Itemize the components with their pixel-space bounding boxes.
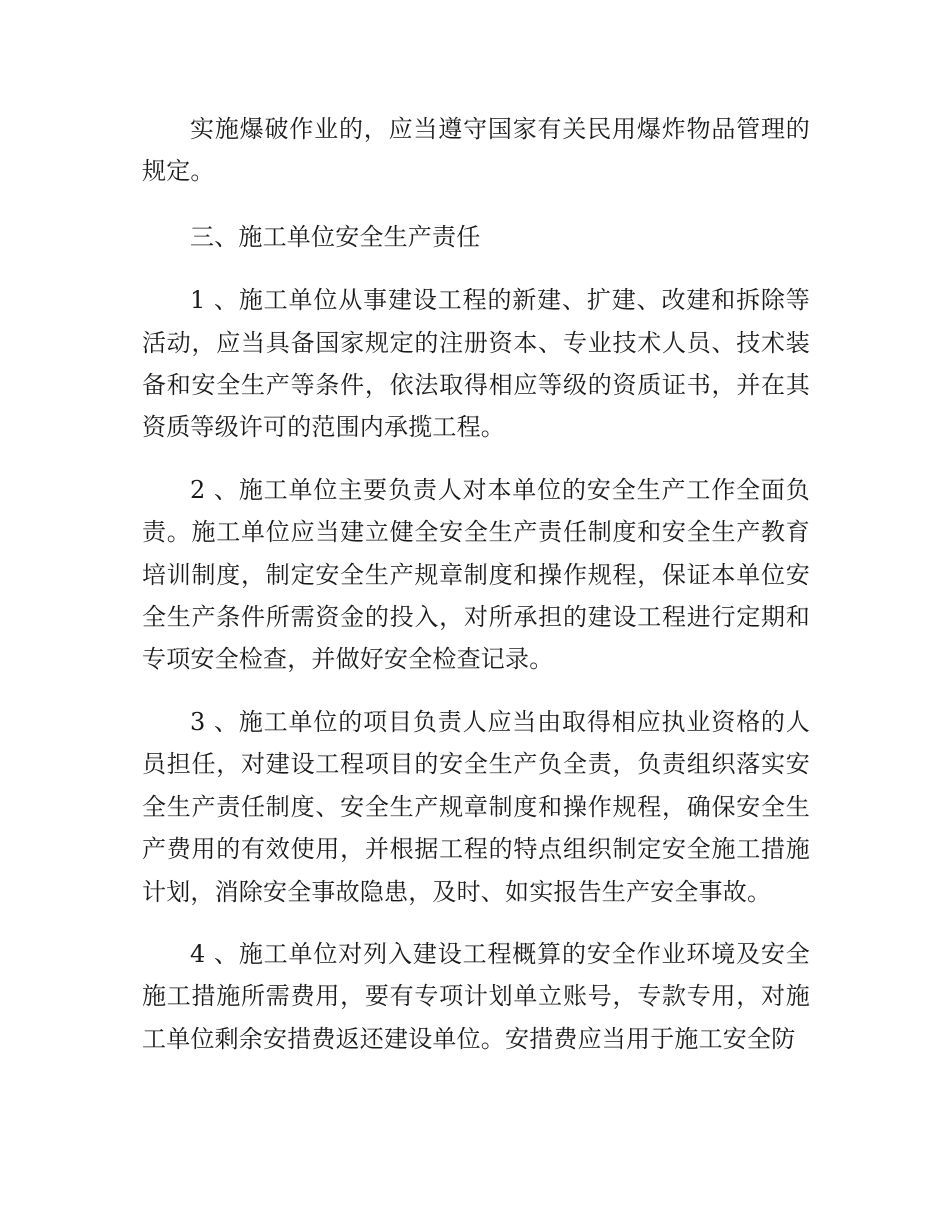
- paragraph-item-4: 4 、施工单位对列入建设工程概算的安全作业环境及安全施工措施所需费用，要有专项计划单立账号，专款专用，对施工单位剩余安措费返还建设单位。安措费应当用于施工安全防: [142, 939, 810, 1053]
- document-page: [142, 108, 810, 1060]
- paragraph-item-3: 3 、施工单位的项目负责人应当由取得相应执业资格的人员担任，对建设工程项目的安全生产负全责，负责组织落实安全生产责任制度、安全生产规章制度和操作规程，确保安全生产费用的有效使用，并根据工程的特点组织制定安全施工措施计划，消除安全事故隐患，及时、如实报告生产安全事故。: [142, 707, 810, 906]
- paragraph-item-1: 1 、施工单位从事建设工程的新建、扩建、改建和拆除等活动，应当具备国家规定的注册资本、专业技术人员、技术装备和安全生产等条件，依法取得相应等级的资质证书，并在其资质等级许可的范围内承揽工程。: [142, 286, 810, 442]
- section-heading: 三、施工单位安全生产责任: [190, 222, 481, 251]
- paragraph-item-2: 2 、施工单位主要负责人对本单位的安全生产工作全面负责。施工单位应当建立健全安全生产责任制度和安全生产教育培训制度，制定安全生产规章制度和操作规程，保证本单位安全生产条件所需资金的投入，对所承担的建设工程进行定期和专项安全检查，并做好安全检查记录。: [142, 475, 810, 674]
- paragraph-blasting-rule: 实施爆破作业的，应当遵守国家有关民用爆炸物品管理的规定。: [142, 115, 810, 186]
